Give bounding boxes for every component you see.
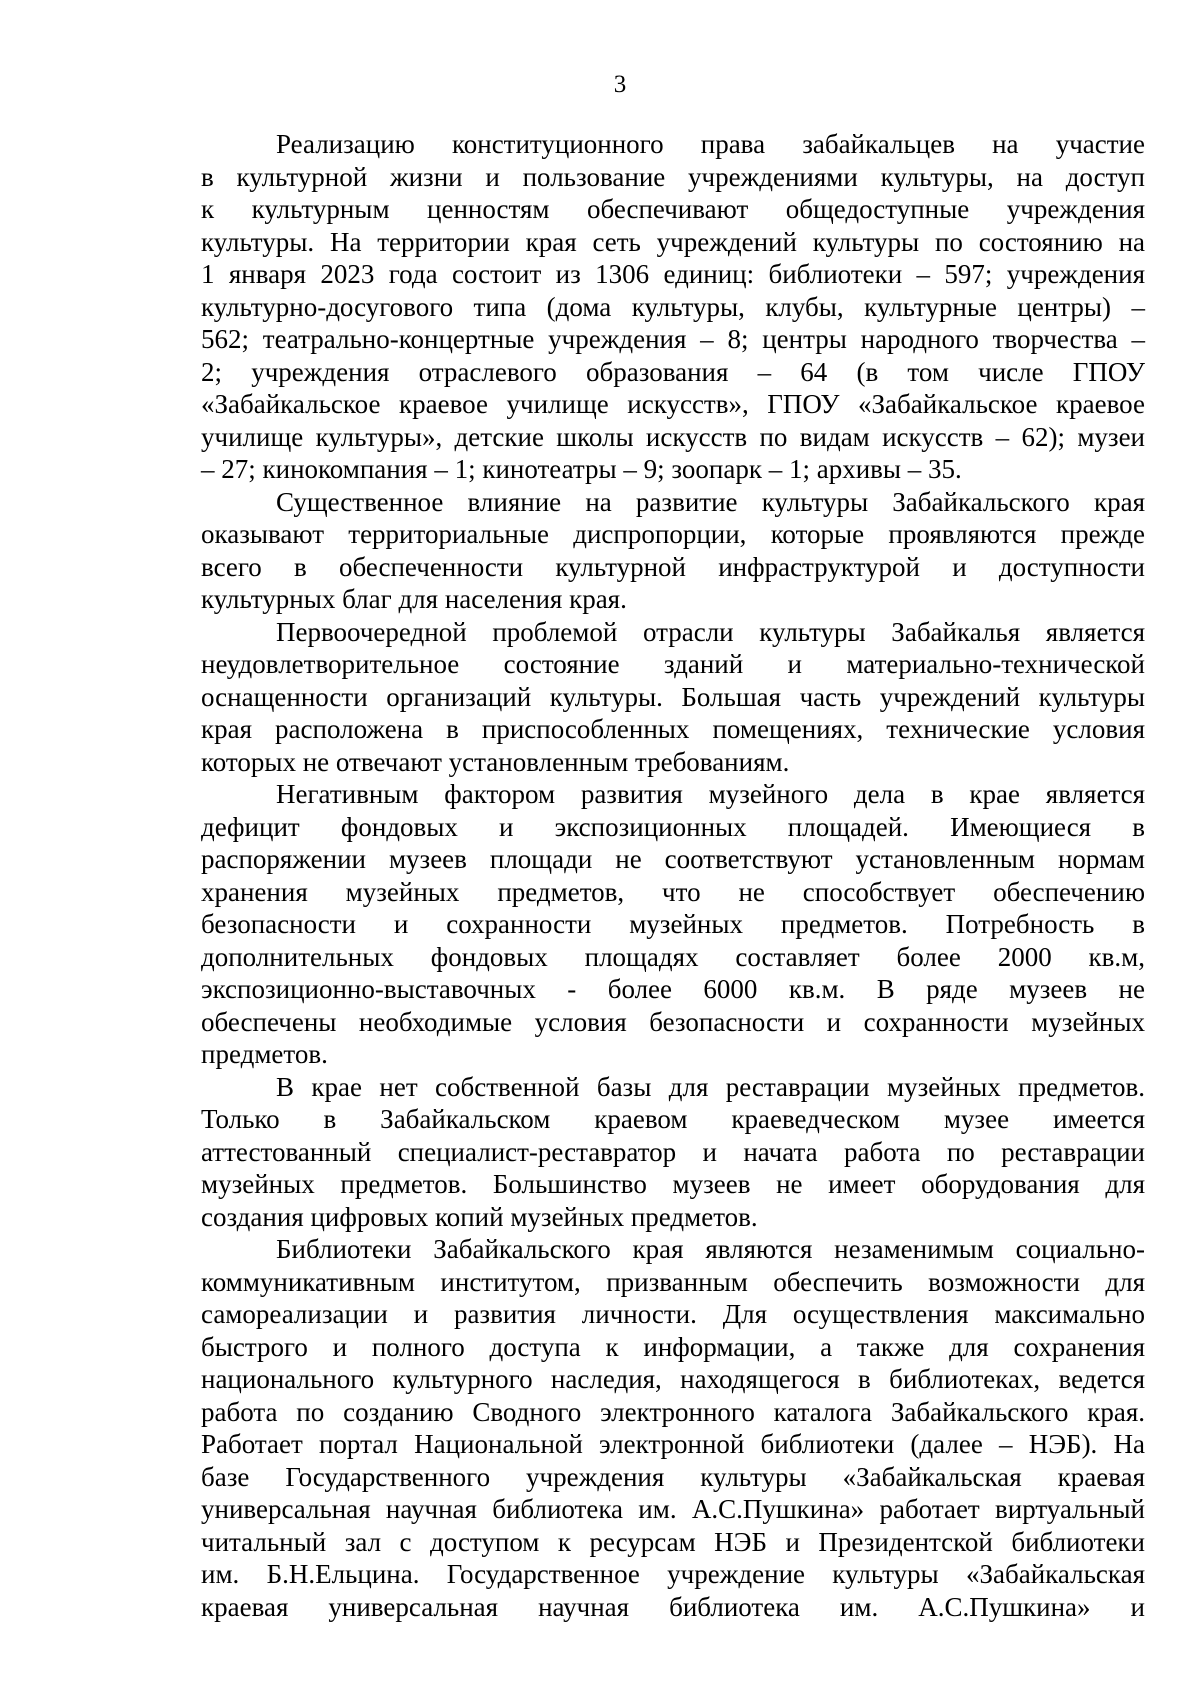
text-line: распоряжении музеев площади не соответствуют установленным нормам <box>201 844 1145 874</box>
text-line: «Забайкальское краевое училище искусств», ГПОУ «Забайкальское краевое <box>201 389 1145 419</box>
text-line: безопасности и сохранности музейных предметов. Потребность в <box>201 909 1145 939</box>
text-line: 562; театрально-концертные учреждения – 8; центры народного творчества – <box>201 324 1145 354</box>
text-line: музейных предметов. Большинство музеев не имеет оборудования для <box>201 1169 1145 1199</box>
text-line: Работает портал Национальной электронной библиотеки (далее – НЭБ). На <box>201 1429 1145 1459</box>
text-line: краевая универсальная научная библиотека им. А.С.Пушкина» и <box>201 1591 1145 1622</box>
text-line: 1 января 2023 года состоит из 1306 единиц: библиотеки – 597; учреждения <box>201 259 1145 289</box>
text-line: экспозиционно-выставочных - более 6000 кв.м. В ряде музеев не <box>201 974 1145 1004</box>
text-line: В крае нет собственной базы для реставрации музейных предметов. <box>276 1071 1145 1102</box>
text-line: культуры. На территории края сеть учреждений культуры по состоянию на <box>201 226 1145 257</box>
text-line: – 27; кинокомпания – 1; кинотеатры – 9; зоопарк – 1; архивы – 35. <box>201 454 962 484</box>
text-line: дополнительных фондовых площадях составляет более 2000 кв.м, <box>201 941 1145 972</box>
page-number: 3 <box>613 71 627 98</box>
text-line: коммуникативным институтом, призванным обеспечить возможности для <box>201 1266 1145 1297</box>
text-line: базе Государственного учреждения культуры «Забайкальская краевая <box>201 1461 1145 1492</box>
text-line: им. Б.Н.Ельцина. Государственное учреждение культуры «Забайкальская <box>201 1559 1145 1589</box>
text-line: 2; учреждения отраслевого образования – 64 (в том числе ГПОУ <box>201 356 1145 387</box>
text-line: дефицит фондовых и экспозиционных площадей. Имеющиеся в <box>201 811 1145 842</box>
text-line: Существенное влияние на развитие культуры Забайкальского края <box>276 486 1145 517</box>
paragraph <box>201 1071 1145 1234</box>
text-line: училище культуры», детские школы искусств по видам искусств – 62); музеи <box>201 421 1145 452</box>
text-line: Негативным фактором развития музейного дела в крае является <box>276 779 1145 809</box>
text-line: оказывают территориальные диспропорции, которые проявляются прежде <box>201 519 1145 549</box>
text-line: предметов. <box>201 1039 328 1069</box>
text-line: быстрого и полного доступа к информации, а также для сохранения <box>201 1331 1145 1362</box>
text-line: создания цифровых копий музейных предметов. <box>201 1201 758 1232</box>
text-line: аттестованный специалист-реставратор и начата работа по реставрации <box>201 1136 1145 1167</box>
text-line: Только в Забайкальском краевом краеведческом музее имеется <box>201 1104 1145 1134</box>
text-line: читальный зал с доступом к ресурсам НЭБ и Президентской библиотеки <box>201 1526 1145 1557</box>
paragraph <box>201 1233 1145 1623</box>
text-line: культурно-досугового типа (дома культуры, клубы, культурные центры) – <box>201 291 1145 322</box>
text-line: края расположена в приспособленных помещениях, технические условия <box>201 714 1145 744</box>
paragraph <box>201 778 1145 1071</box>
text-line: Первоочередной проблемой отрасли культуры Забайкалья является <box>276 616 1145 647</box>
text-line: работа по созданию Сводного электронного каталога Забайкальского края. <box>201 1396 1145 1427</box>
text-line: в культурной жизни и пользование учреждениями культуры, на доступ <box>201 161 1145 192</box>
text-line: которых не отвечают установленным требованиям. <box>201 746 790 777</box>
text-line: оснащенности организаций культуры. Большая часть учреждений культуры <box>201 681 1145 712</box>
text-line: Реализацию конституционного права забайкальцев на участие <box>276 129 1145 159</box>
text-line: хранения музейных предметов, что не способствует обеспечению <box>201 876 1145 907</box>
text-line: всего в обеспеченности культурной инфраструктурой и доступности <box>201 551 1145 582</box>
text-line: обеспечены необходимые условия безопасности и сохранности музейных <box>201 1006 1145 1037</box>
text-line: культурных благ для населения края. <box>201 584 627 614</box>
text-line: неудовлетворительное состояние зданий и материально-технической <box>201 649 1145 679</box>
text-line: Библиотеки Забайкальского края являются незаменимым социально- <box>276 1234 1145 1264</box>
text-line: универсальная научная библиотека им. А.С.Пушкина» работает виртуальный <box>201 1494 1145 1524</box>
paragraph <box>201 616 1145 779</box>
text-line: к культурным ценностям обеспечивают общедоступные учреждения <box>201 194 1145 224</box>
document-body <box>201 128 1145 1623</box>
paragraph <box>201 486 1145 616</box>
paragraph <box>201 128 1145 486</box>
text-line: самореализации и развития личности. Для осуществления максимально <box>201 1299 1145 1329</box>
text-line: национального культурного наследия, находящегося в библиотеках, ведется <box>201 1364 1145 1394</box>
